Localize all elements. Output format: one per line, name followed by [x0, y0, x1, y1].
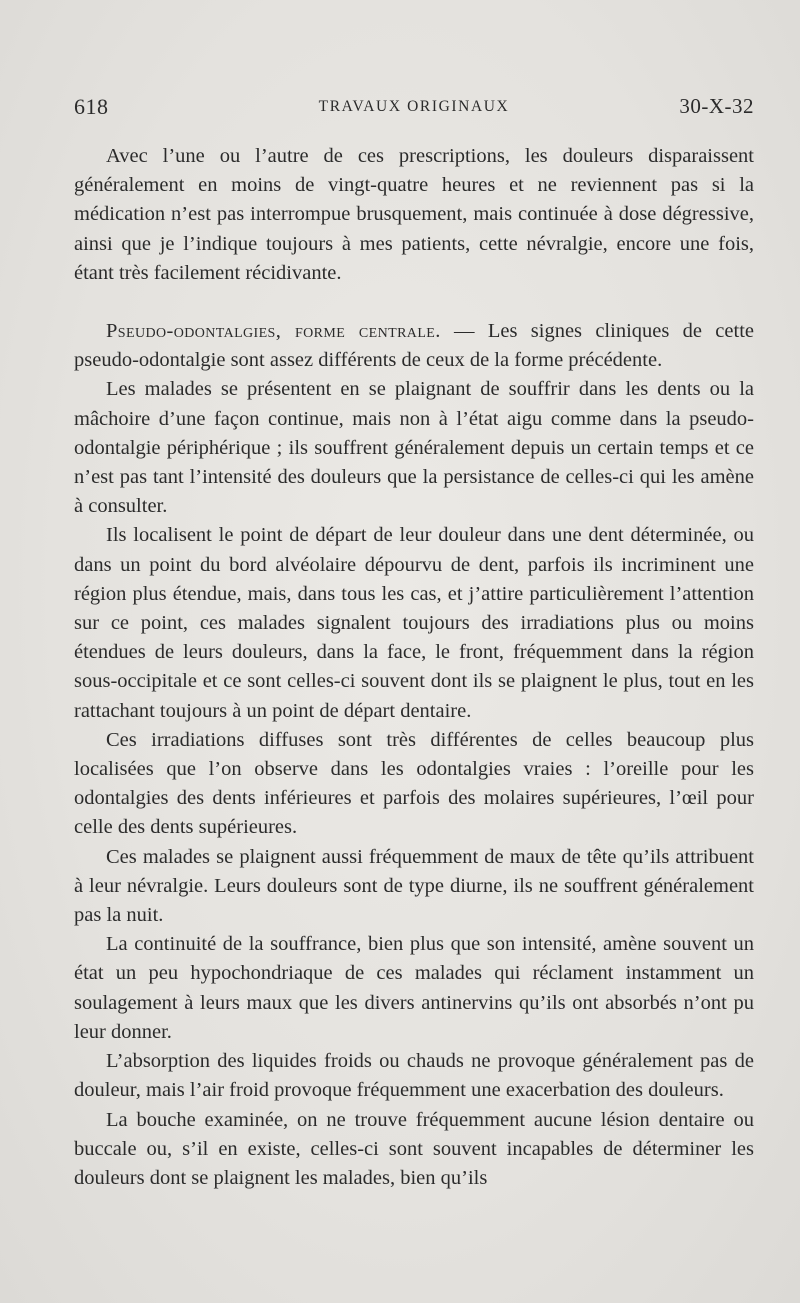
paragraph: L’absorption des liquides froids ou chauds ne provoque généralement pas de douleur, mais l’air froid provoque fréquemment une exacerbation des douleurs. [74, 1050, 754, 1102]
running-header [74, 94, 754, 124]
paragraph: Ces malades se plaignent aussi fréquemment de maux de tête qu’ils attribuent à leur névralgie. Leurs douleurs sont de type diurne, ils ne souffrent généralement pas la nuit. [74, 845, 754, 927]
paragraph: Ces irradiations diffuses sont très différentes de celles beaucoup plus localisées que l’on observe dans les odontalgies vraies : l’oreille pour les odontalgies des dents inférieures et parfois des molaires supérieures, l’œil pour celle des dents supérieures. [74, 728, 754, 839]
running-title: TRAVAUX ORIGINAUX [318, 98, 510, 115]
paragraph: Avec l’une ou l’autre de ces prescriptions, les douleurs disparaissent généralement en moins de vingt-quatre heures et ne reviennent pas si la médication n’est pas interrompue brusquement, mais continuée à dose dégressive, ainsi que je l’indique toujours à mes patients, cette névralgie, encore une fois, étant très facilement récidivante. [74, 145, 754, 284]
paragraph: Les malades se présentent en se plaignant de souffrir dans les dents ou la mâchoire d’une façon continue, mais non à l’état aigu comme dans la pseudo-odontalgie périphérique ; ils souffrent généralement depuis un certain temps et ce n’est pas tant l’intensité des douleurs que la persistance de celles-ci qui les amène à consulter. [74, 378, 754, 518]
issue-reference: 30-X-32 [679, 94, 754, 118]
paragraph: Ils localisent le point de départ de leur douleur dans une dent déterminée, ou dans un point du bord alvéolaire dépourvu de dent, parfois ils incriminent une région plus étendue, mais, dans tous les cas, et j’attire particulièrement l’attention sur ce point, ces malades signalent toujours des irradiations plus ou moins étendues de leurs douleurs, dans la face, le front, fréquemment dans la région sous-occipitale et ce sont celles-ci souvent dont ils se plaignent le plus, tout en les rattachant toujours à un point de départ dentaire. [74, 524, 754, 722]
section-heading: Pseudo-odontalgies, forme centrale. [106, 320, 441, 343]
paragraph: La continuité de la souffrance, bien plus que son intensité, amène souvent un état un peu hypochondriaque de ces malades qui réclament instamment un soulagement à leurs maux que les divers antinervins qu’ils ont absorbés n’ont pu leur donner. [74, 933, 754, 1043]
paragraph: La bouche examinée, on ne trouve fréquemment aucune lésion dentaire ou buccale ou, s’il en existe, celles-ci sont souvent incapables de déterminer les douleurs dont se plaignent les malades, bien qu’ils [74, 1108, 754, 1189]
page-number: 618 [74, 94, 109, 119]
paragraph-text: — Les signes cliniques de cette pseudo-odontalgie sont assez différents de ceux de la forme précédente. [74, 320, 754, 372]
article-body [74, 142, 754, 1193]
paragraph-section-start [74, 317, 754, 375]
